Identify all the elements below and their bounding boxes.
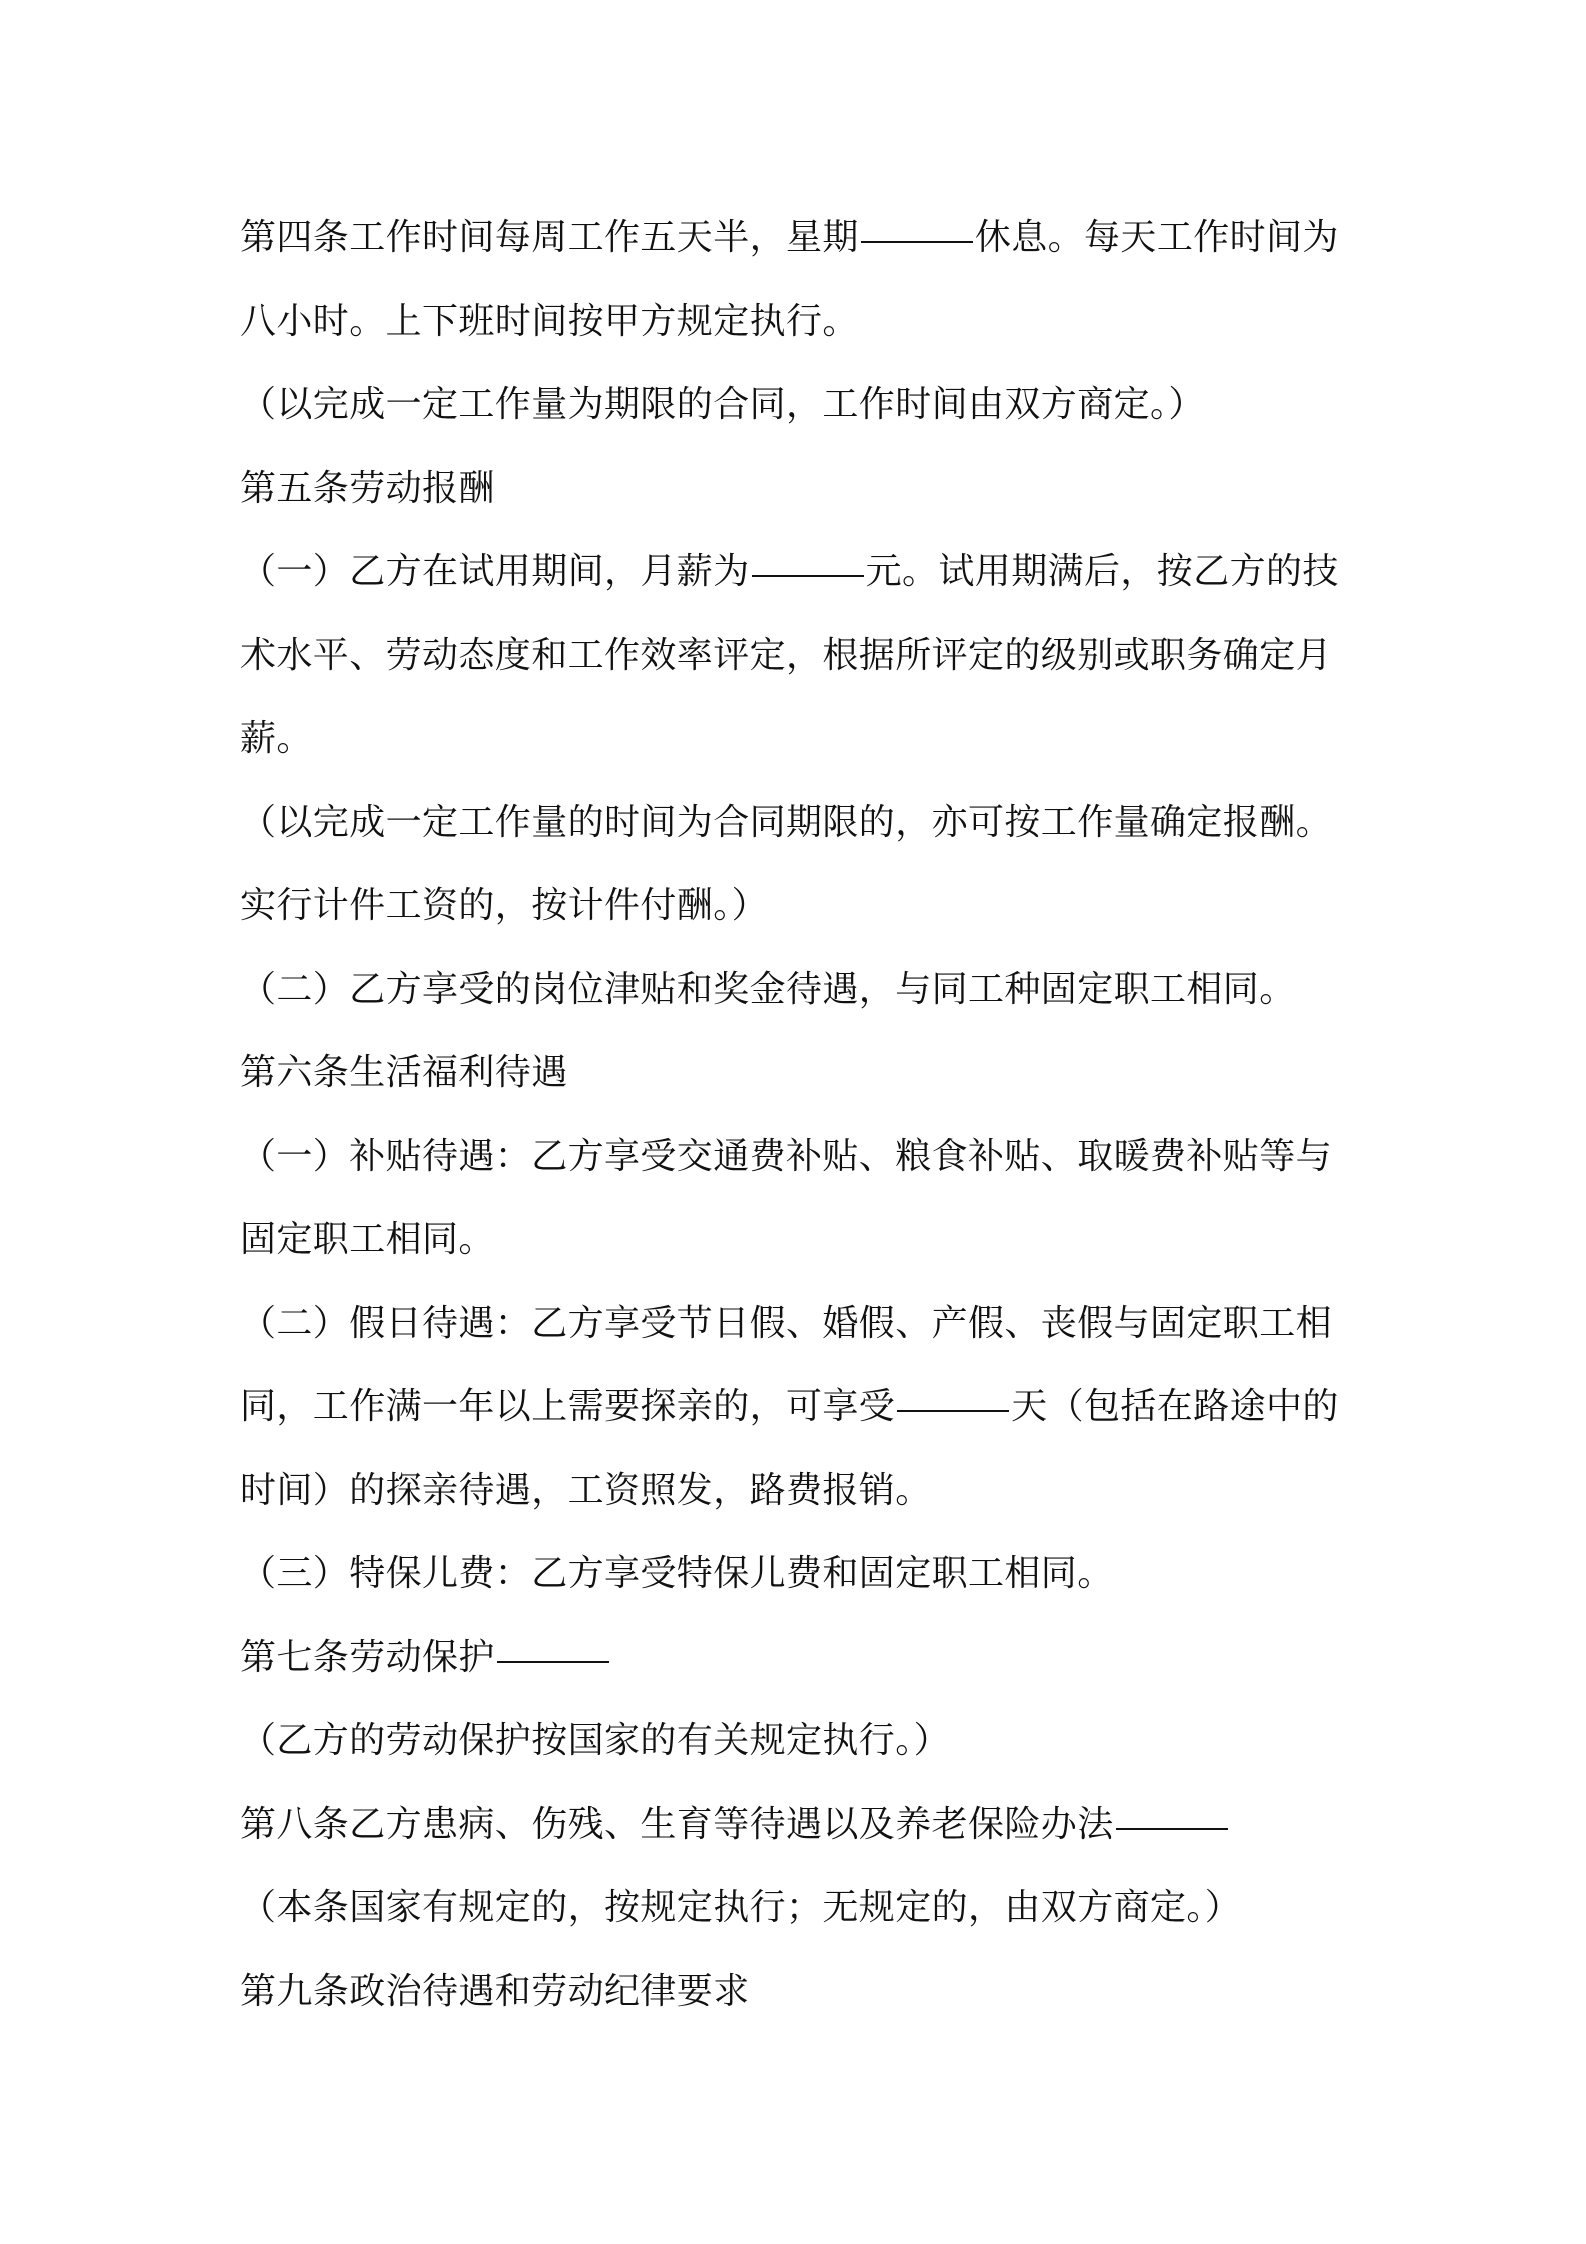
article-6-item-1-line-1: （一）补贴待遇：乙方享受交通费补贴、粮食补贴、取暖费补贴等与 <box>240 1135 1333 1177</box>
article-8-title-text: 第八条乙方患病、伤残、生育等待遇以及养老保险办法 <box>240 1803 1114 1845</box>
article-7-title <box>240 1616 1365 1700</box>
article-6-item-3: （三）特保儿费：乙方享受特保儿费和固定职工相同。 <box>240 1553 1114 1594</box>
article-4-text-1b: 休息。每天工作时间为 <box>974 217 1339 258</box>
article-6-item-2-line-3: 时间）的探亲待遇，工资照发，路费报销。 <box>240 1469 932 1511</box>
article-5-item-1-line-2: 术水平、劳动态度和工作效率评定，根据所评定的级别或职务确定月 <box>240 634 1333 676</box>
article-5-item-2: （二）乙方享受的岗位津贴和奖金待遇，与同工种固定职工相同。 <box>240 968 1296 1010</box>
article-6-item-2-line-1: （二）假日待遇：乙方享受节日假、婚假、产假、丧假与固定职工相 <box>240 1302 1333 1344</box>
article-5-item-1-text-1a: （一）乙方在试用期间，月薪为 <box>240 551 750 592</box>
article-5-note-line-2: 实行计件工资的，按计件付酬。） <box>240 885 769 926</box>
article-6-item-2-text-2b: 天（包括在路途中的 <box>1011 1386 1339 1427</box>
article-6-item-2-line-2 <box>240 1365 1365 1449</box>
fill-blank-home-leave-days <box>897 1409 1009 1412</box>
fill-blank-monthly-salary <box>752 574 864 577</box>
article-7-note: （乙方的劳动保护按国家的有关规定执行。） <box>240 1720 951 1761</box>
article-4-text-1a: 第四条工作时间每周工作五天半，星期 <box>240 217 859 258</box>
article-6-title: 第六条生活福利待遇 <box>240 1052 568 1093</box>
article-4-line-2: 八小时。上下班时间按甲方规定执行。 <box>240 300 859 342</box>
article-6-item-2-text-2a: 同，工作满一年以上需要探亲的，可享受 <box>240 1386 896 1427</box>
fill-blank-sickness-pension <box>1116 1827 1228 1830</box>
article-6-item-1-line-2: 固定职工相同。 <box>240 1219 495 1260</box>
fill-blank-rest-day <box>861 240 973 243</box>
article-5-item-1-line-3: 薪。 <box>240 718 313 759</box>
fill-blank-labor-protection <box>497 1660 609 1663</box>
article-4-note: （以完成一定工作量为期限的合同，工作时间由双方商定。） <box>240 384 1205 425</box>
article-5-item-1-line-1 <box>240 530 1365 614</box>
article-5-note-line-1: （以完成一定工作量的时间为合同期限的，亦可按工作量确定报酬。 <box>240 801 1333 843</box>
article-8-title <box>240 1783 1365 1867</box>
article-8-note: （本条国家有规定的，按规定执行；无规定的，由双方商定。） <box>240 1887 1242 1928</box>
article-5-title: 第五条劳动报酬 <box>240 467 495 509</box>
article-9-title: 第九条政治待遇和劳动纪律要求 <box>240 1970 750 2012</box>
document-body <box>240 196 1365 2033</box>
article-5-item-1-text-1b: 元。试用期满后，按乙方的技 <box>865 551 1339 592</box>
article-4-line-1 <box>240 196 1365 280</box>
article-7-title-text: 第七条劳动保护 <box>240 1636 495 1678</box>
